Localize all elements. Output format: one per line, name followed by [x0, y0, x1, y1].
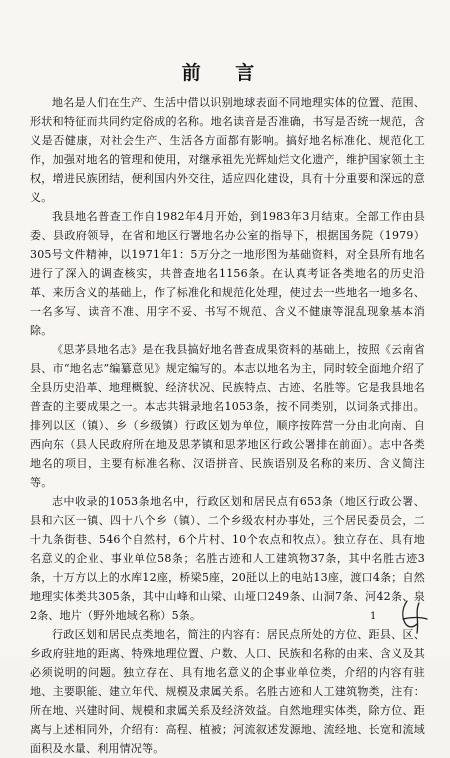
- page-number: 1: [370, 611, 377, 622]
- paragraph-1: 地名是人们在生产、生活中借以识别地球表面不同地理实体的位置、范围、形状和特征而共同约定俗成的名称。地名读音是否准确，书写是否统一规范，含义是否健康，对社会生产、生活各方面都有影响。搞好地名标准化、规范化工作，加强对地名的管理和使用，对继承祖先光辉灿烂文化遗产，维护国家领土主权，增进民族团结，便利国内外交往，适应四化建设，具有十分重要和深远的意义。: [30, 96, 425, 204]
- paragraph-4: 志中收录的1053条地名中，行政区划和居民点有653条（地区行政公署、县和六区一镇、四十八个乡（镇）、二个乡级农村办事处，三个居民委员会，二十九条街巷、546个自然村，6个片村、10个农点和牧点）。独立存在、具有地名意义的企业、事业单位58条；名胜古迹和人工建筑物37条，其中名胜古迹3条，十万方以上的水库12座，桥梁5座，20瓩以上的电站13座，渡口4条；自然地理实体类共305条，其中山峰和山梁、山垭口249条、山洞7条、河42条、泉2条、地片（野外地域名称）5条。: [30, 495, 425, 622]
- page-title: 前 言: [181, 62, 269, 84]
- body-text: [30, 93, 425, 758]
- paragraph-3: 《思茅县地名志》是在我县搞好地名普查成果资料的基础上，按照《云南省县、市“地名志”编纂意见》规定编写的。本志以地名为主，同时较全面地介绍了全县历史沿革、地理概貌、经济状况、民族特点、古迹、名胜等。它是我县地名普查的主要成果之一。本志共辑录地名1053条，按不同类别，以词条式排出。排列以区（镇）、乡（乡级镇）行政区划为单位，顺序按阵营一分由北向南、自西向东（县人民政府所在地及思茅镇和思茅地区行政公署排在前面）。志中各类地名的项目，主要有标准名称、汉语拼音、民族语别及名称的来历、含义简注等。: [30, 343, 425, 489]
- paragraph-5: 行政区划和居民点类地名，简注的内容有：居民点所处的方位、距县、区、乡政府驻地的距离、特殊地理位置、户数、人口、民族和名称的由来、含义及其必须说明的问题。独立存在、具有地名意义的企事业单位类，介绍的内容有驻地、主要职能、建立年代、规模及隶属关系。名胜古迹和人工建筑物类，注有：所在地、兴建时间、规模和隶属关系及经济效益。自然地理实体类，除方位、距离与上述相同外，介绍有：高程、植被；河流叙述发源地、流经地、长宽和流域面积及水量、利用情况等。: [30, 628, 425, 755]
- handwritten-mark-icon: [395, 597, 435, 637]
- paragraph-2: 我县地名普查工作自1982年4月开始，到1983年3月结束。全部工作由县委、县政府领导，在省和地区行署地名办公室的指导下，根据国务院（1979）305号文件精神，以1971年1：5万分之一地形图为基础资料，对全县所有地名进行了深入的调查核实，共普查地名1156条。在认真考证各类地名的历史沿革、来历含义的基础上，作了标准化和规范化处理，使过去一些地名一地多名、一名多写、读音不准、用字不妥、书写不规范、含义不健康等混乱现象基本消除。: [30, 210, 425, 337]
